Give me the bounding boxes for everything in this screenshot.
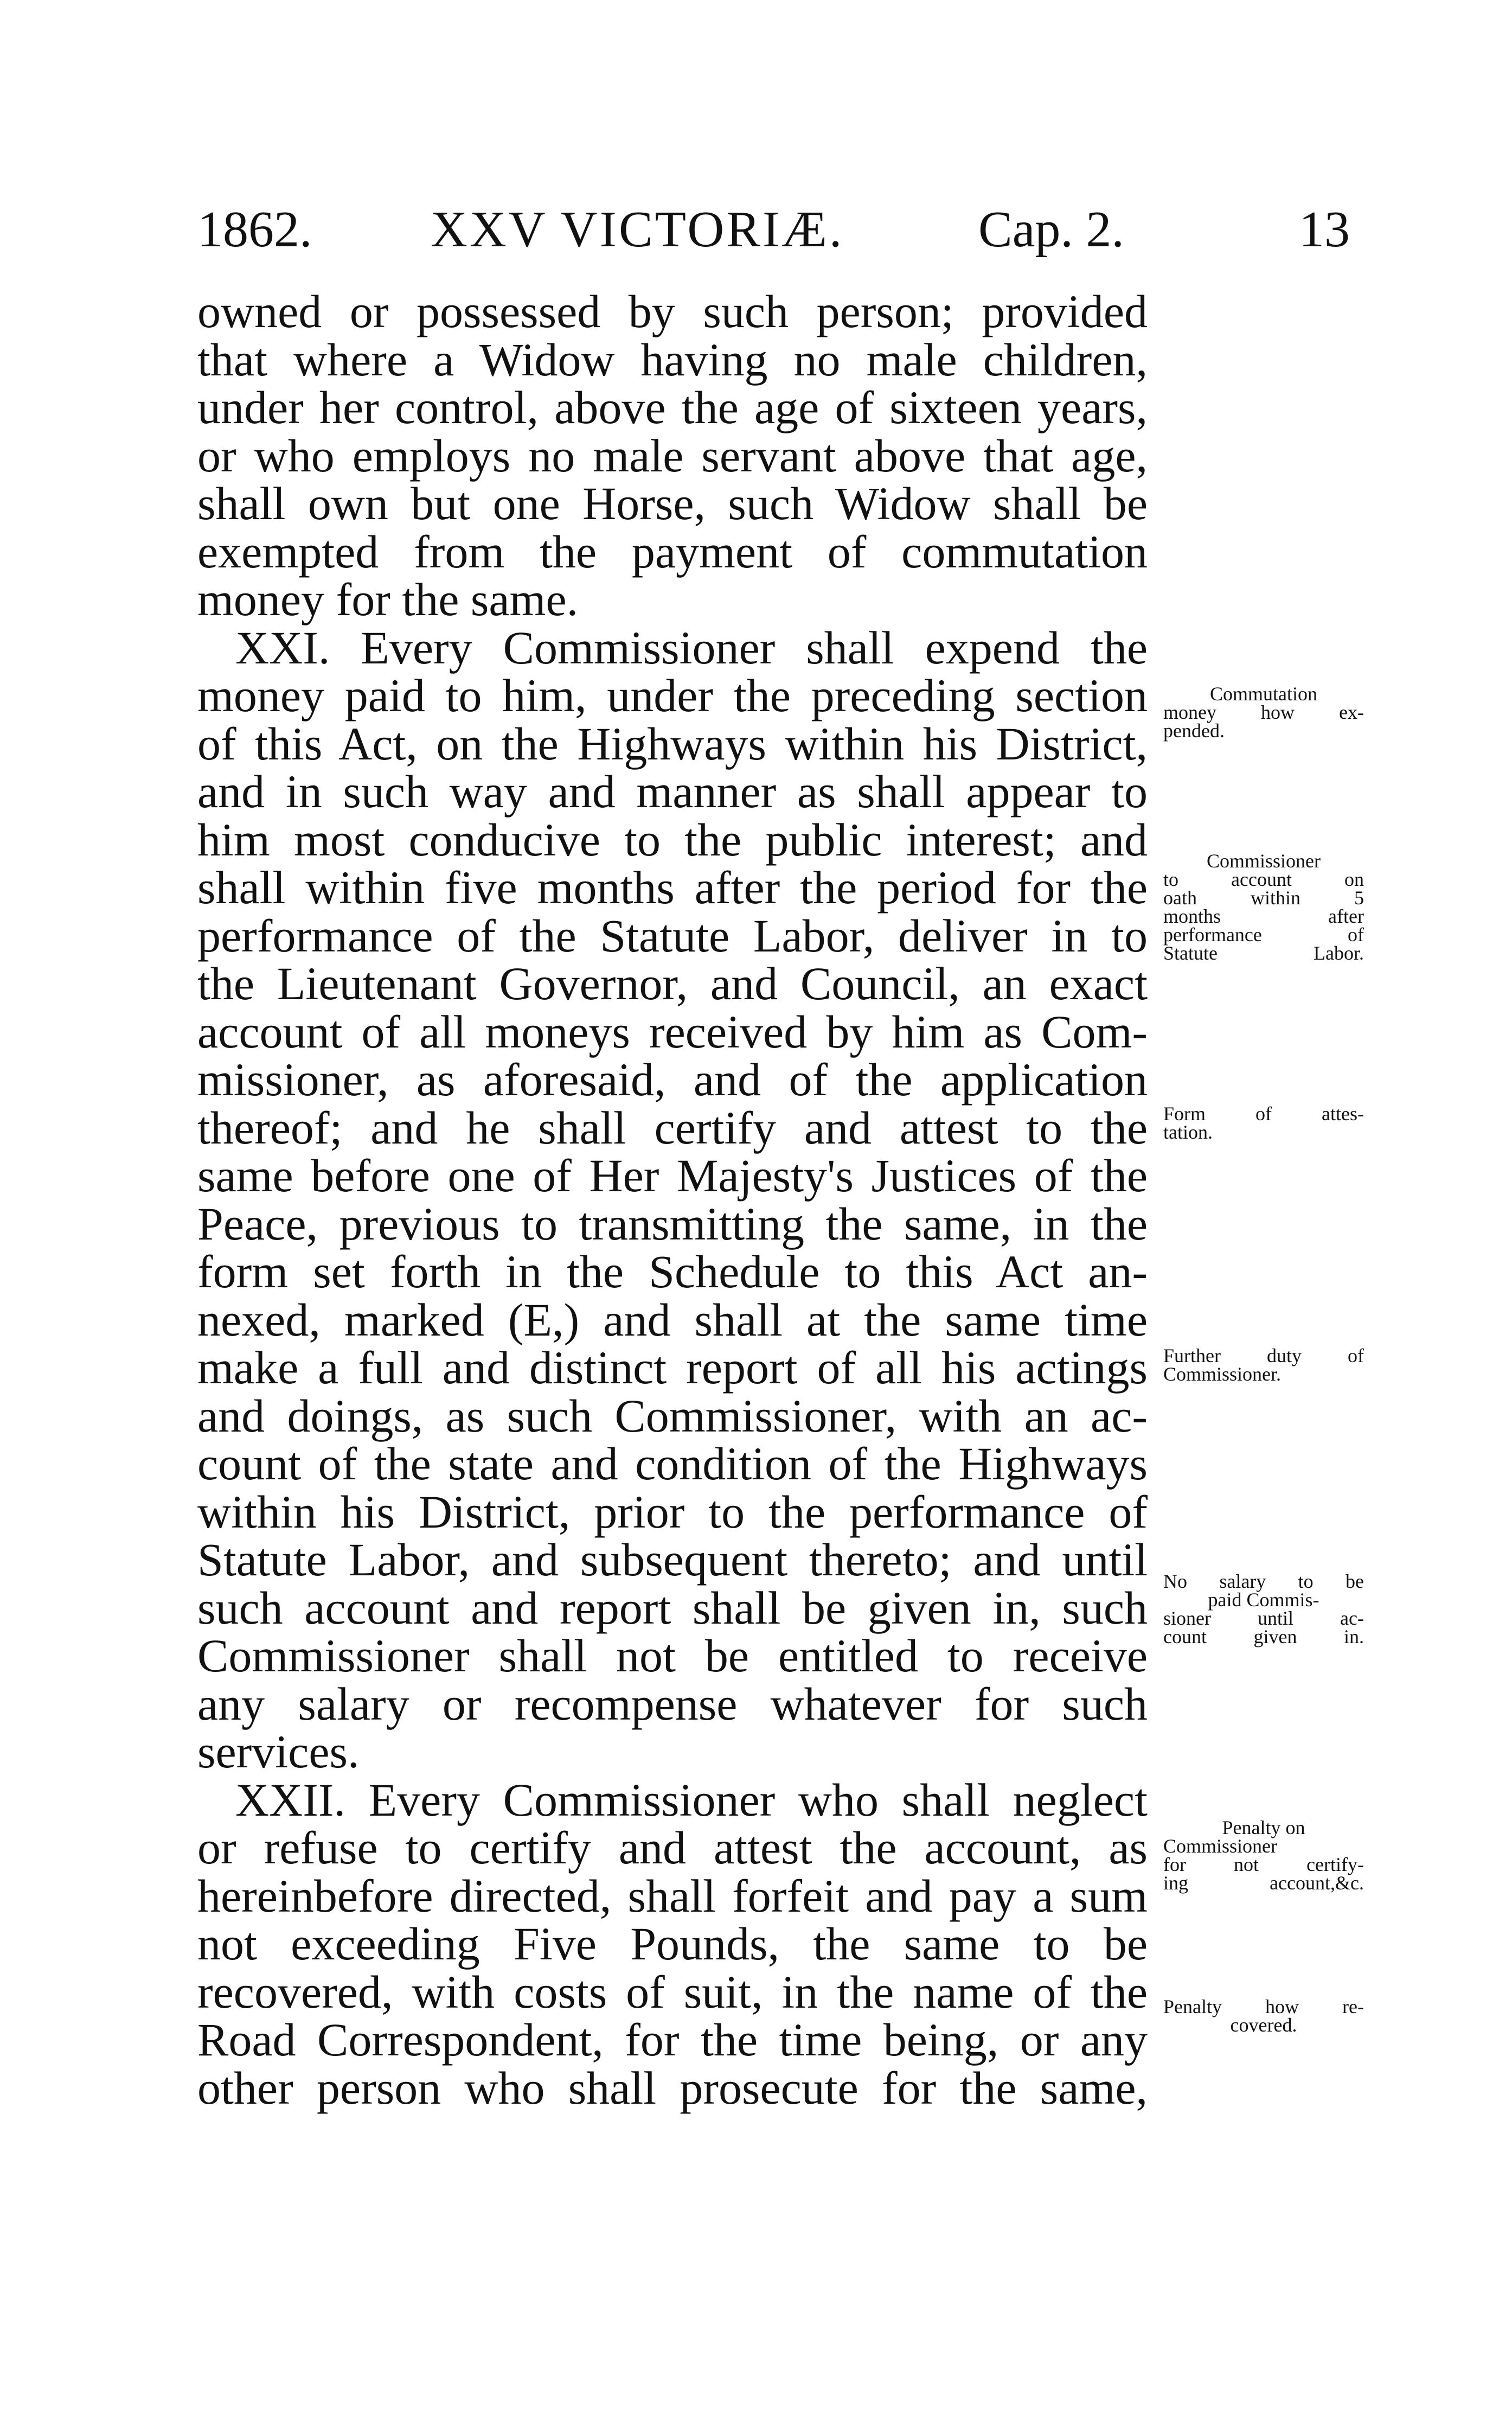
marginal-line: sioner until ac- <box>1163 1607 1364 1629</box>
body-line: recovered, with costs of suit, in the name of the <box>197 1965 1148 2018</box>
body-line: other person who shall prosecute for the same, <box>197 2061 1148 2114</box>
marginal-line: Form of attes- <box>1163 1103 1364 1125</box>
body-line: form set forth in the Schedule to this Act an- <box>197 1246 1148 1298</box>
marginal-line: Further duty of <box>1163 1345 1364 1366</box>
marginal-line: Commissioner <box>1163 1835 1278 1857</box>
body-line: Statute Labor, and subsequent thereto; and until <box>197 1534 1148 1586</box>
body-line: same before one of Her Majesty's Justices of the <box>197 1149 1148 1202</box>
body-line: nexed, marked (E,) and shall at the same time <box>197 1293 1148 1346</box>
body-line: performance of the Statute Labor, deliver in to <box>197 909 1148 962</box>
marginal-note-penalty <box>1163 1818 1364 1892</box>
body-line: Road Correspondent, for the time being, or any <box>197 2014 1148 2066</box>
marginal-line: paid Commis- <box>1208 1589 1319 1611</box>
body-line: him most conducive to the public interest; and <box>197 813 1148 866</box>
body-line: within his District, prior to the performance of <box>197 1485 1148 1538</box>
marginal-line: covered. <box>1230 2014 1297 2036</box>
body-line: make a full and distinct report of all his actings <box>197 1342 1148 1394</box>
body-line: thereof; and he shall certify and attest to the <box>197 1101 1148 1154</box>
marginal-line: to account on <box>1163 868 1364 890</box>
marginal-line: money how ex- <box>1163 701 1364 723</box>
body-line: shall within five months after the period for the <box>197 861 1148 914</box>
body-line: money for the same. <box>197 573 579 625</box>
body-line: of this Act, on the Highways within his District, <box>197 717 1148 770</box>
marginal-line: count given in. <box>1163 1626 1364 1647</box>
header-chapter: Cap. 2. <box>978 201 1124 258</box>
body-line: any salary or recompense whatever for such <box>197 1677 1148 1730</box>
body-line: or who employs no male servant above that age, <box>197 429 1148 482</box>
marginal-line: for not certify- <box>1163 1854 1364 1875</box>
marginal-line: Penalty how re- <box>1163 1996 1364 2017</box>
body-line: hereinbefore directed, shall forfeit and pay a sum <box>197 1869 1148 1922</box>
marginal-note-form-of-attestation <box>1163 1104 1364 1141</box>
marginal-line: Commissioner. <box>1163 1363 1282 1385</box>
header-year: 1862. <box>197 201 312 258</box>
body-line: or refuse to certify and attest the account, as <box>197 1822 1148 1874</box>
body-line: Commissioner shall not be entitled to receive <box>197 1630 1148 1682</box>
body-line: missioner, as aforesaid, and of the application <box>197 1053 1148 1106</box>
marginal-line: Commutation <box>1210 683 1317 705</box>
running-head <box>197 200 1350 259</box>
body-line: account of all moneys received by him as Com- <box>197 1005 1148 1058</box>
page-number: 13 <box>1299 201 1350 258</box>
marginal-line: performance of <box>1163 924 1364 946</box>
body-line: money paid to him, under the preceding section <box>197 669 1148 721</box>
body-line: Peace, previous to transmitting the same, in the <box>197 1197 1148 1250</box>
marginal-note-no-salary <box>1163 1572 1364 1646</box>
marginal-line: months after <box>1163 905 1364 927</box>
body-line: owned or possessed by such person; provided <box>197 285 1148 337</box>
marginal-line: tation. <box>1163 1121 1213 1143</box>
body-line: that where a Widow having no male children, <box>197 333 1148 386</box>
body-text <box>197 285 1148 2114</box>
marginal-line: Statute Labor. <box>1163 942 1364 964</box>
body-line: shall own but one Horse, such Widow shall be <box>197 477 1148 529</box>
body-line: and doings, as such Commissioner, with an ac- <box>197 1389 1148 1442</box>
marginal-line: Commissioner <box>1206 850 1321 872</box>
body-line: under her control, above the age of sixteen years, <box>197 381 1148 433</box>
marginal-line: No salary to be <box>1163 1570 1364 1592</box>
body-line: such account and report shall be given in, such <box>197 1581 1148 1634</box>
marginal-note-further-duty <box>1163 1346 1364 1383</box>
body-line: services. <box>197 1726 360 1778</box>
marginal-note-commutation <box>1163 685 1364 740</box>
section-xxi-heading-line: XXI. Every Commissioner shall expend the <box>235 621 1148 674</box>
marginal-line: ing account,&c. <box>1163 1872 1364 1894</box>
marginal-line: oath within 5 <box>1163 887 1364 909</box>
body-line: count of the state and condition of the Highways <box>197 1438 1148 1490</box>
section-xxii-heading-line: XXII. Every Commissioner who shall neglect <box>235 1773 1148 1826</box>
body-line: the Lieutenant Governor, and Council, an exact <box>197 957 1148 1010</box>
marginal-line: pended. <box>1163 720 1225 742</box>
body-line: and in such way and manner as shall appear to <box>197 765 1148 817</box>
marginal-note-commissioner-account <box>1163 852 1364 962</box>
body-line: not exceeding Five Pounds, the same to be <box>197 1918 1148 1970</box>
header-reign: XXV VICTORIÆ. <box>431 201 844 258</box>
body-line: exempted from the payment of commutation <box>197 525 1148 578</box>
marginal-note-penalty-recovered <box>1163 1997 1364 2034</box>
marginal-line: Penalty on <box>1222 1817 1305 1838</box>
